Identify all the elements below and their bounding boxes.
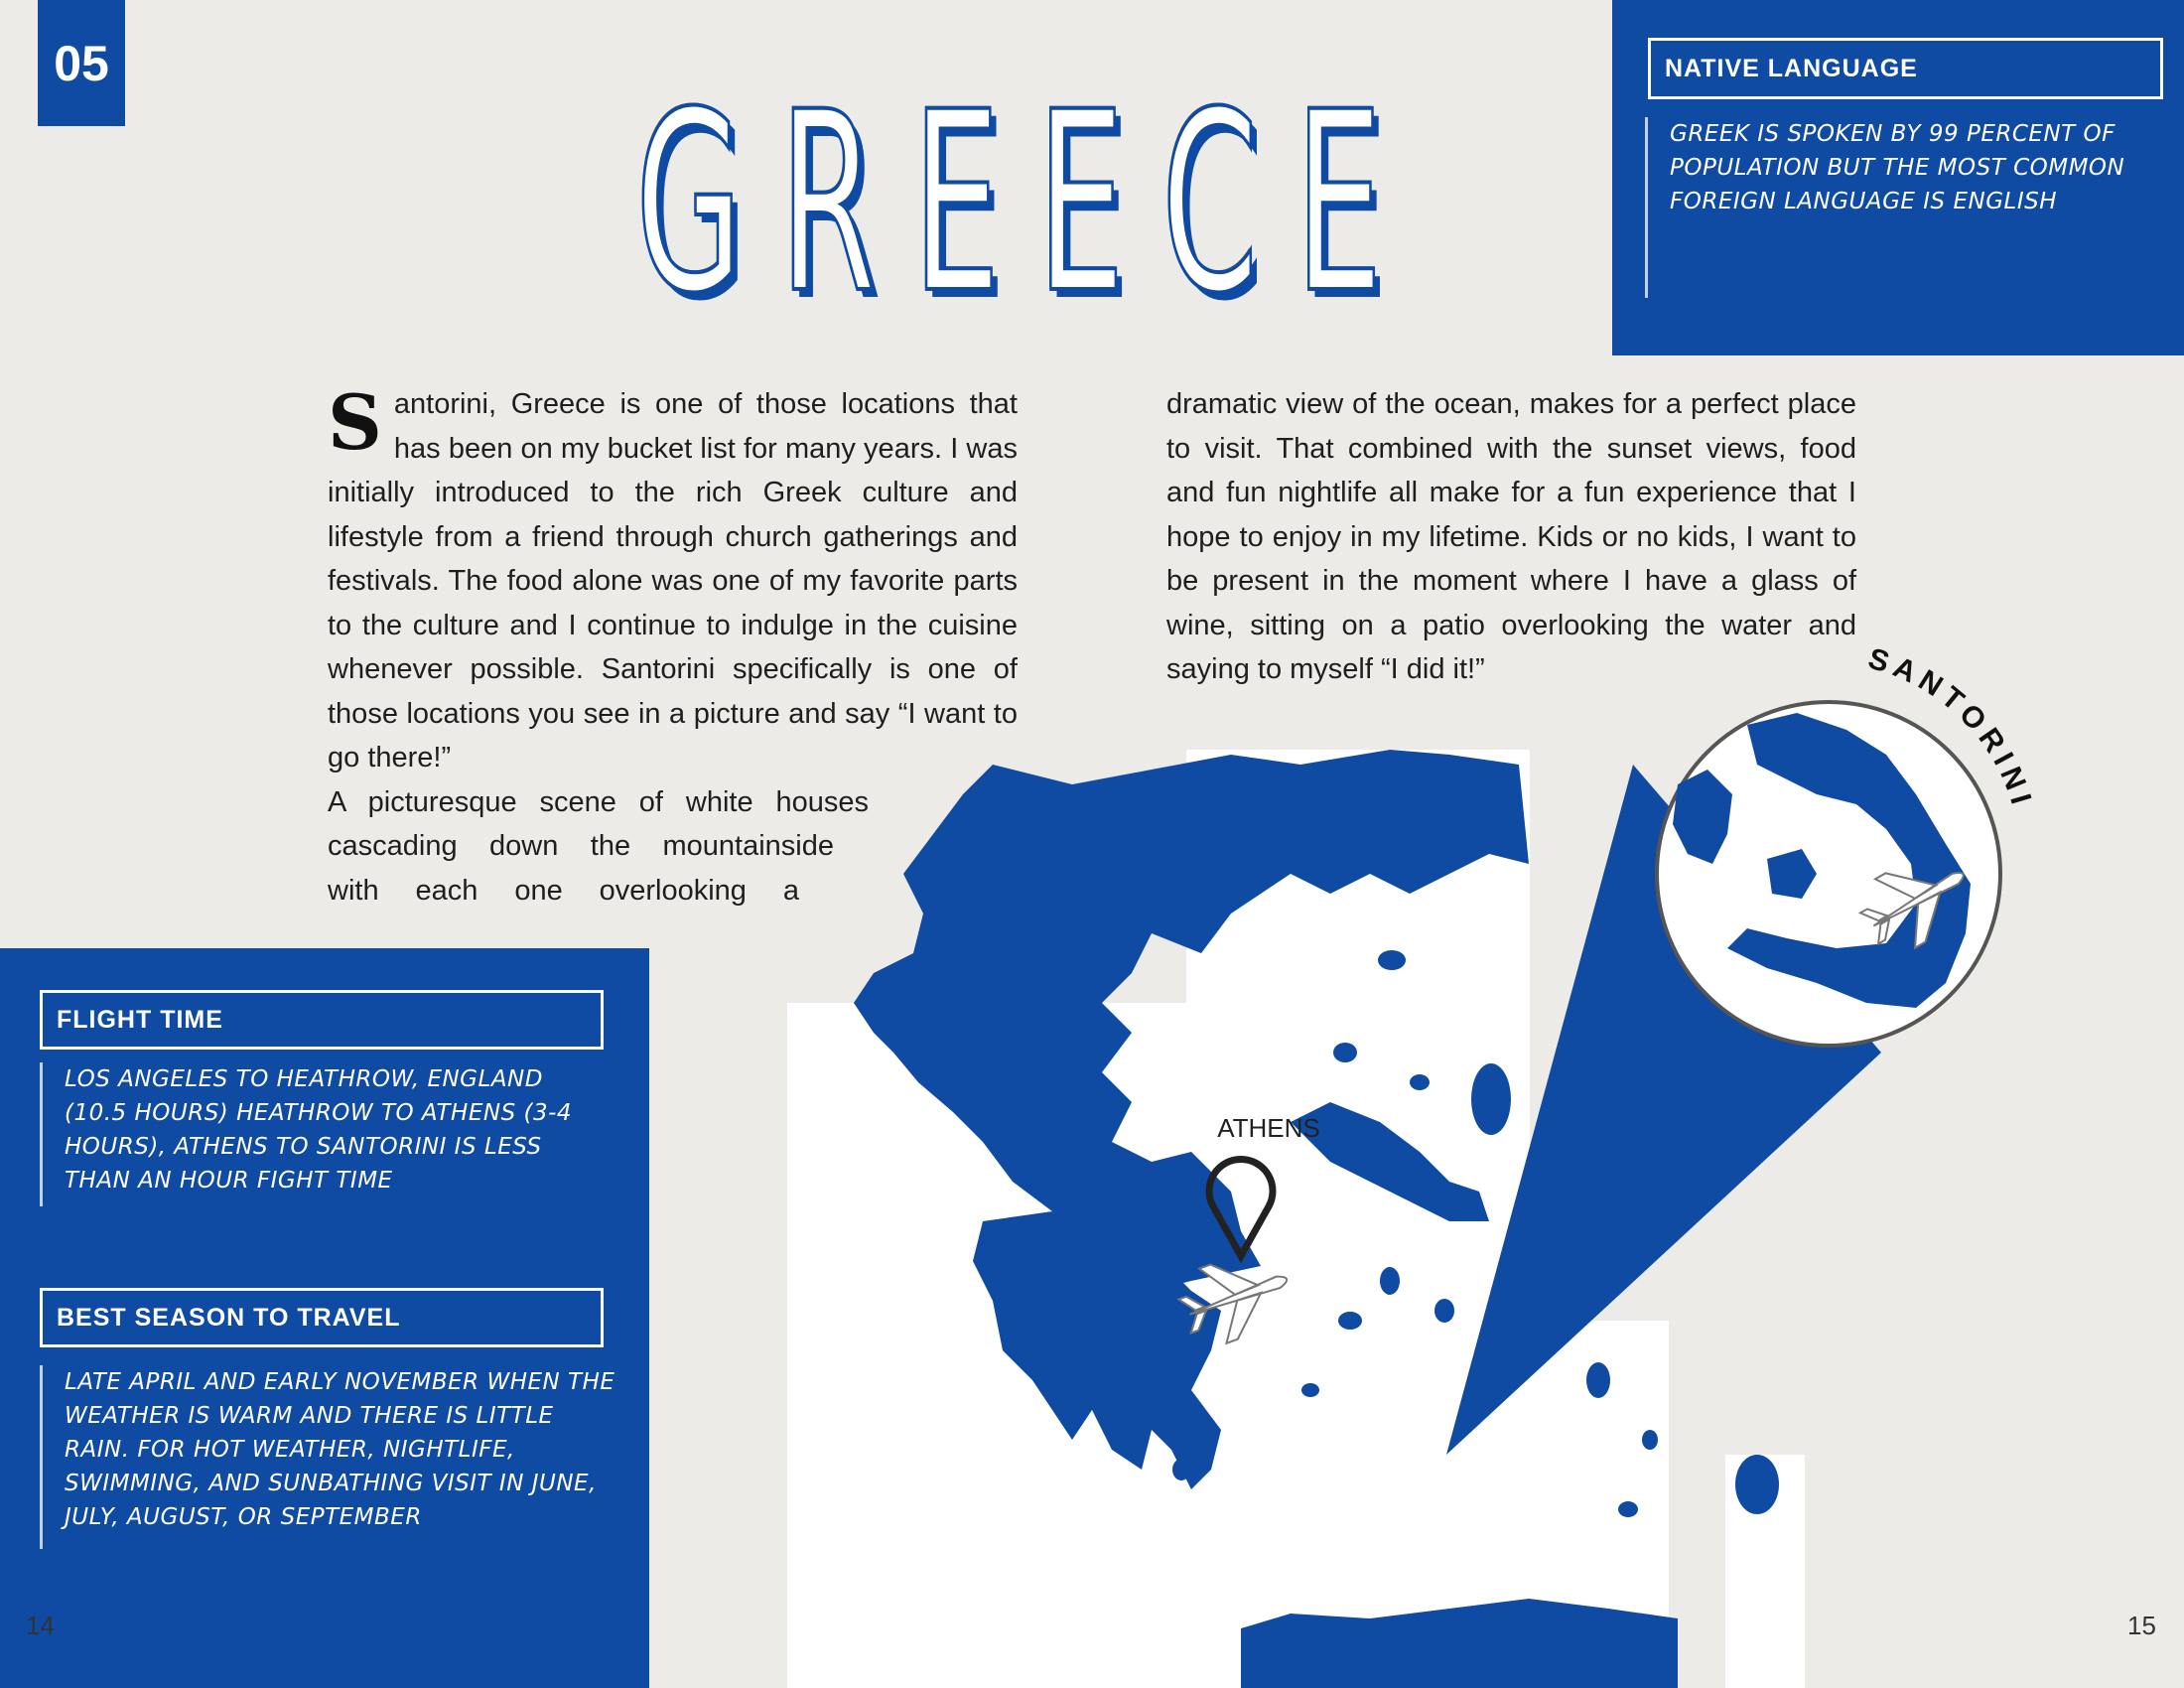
island [1471, 1063, 1511, 1135]
chapter-number-badge [38, 0, 125, 126]
article-tail-line: A picturesque scene of white houses [328, 785, 869, 818]
chapter-number: 05 [54, 35, 109, 91]
santorini-label: SANTORINI [1864, 641, 2039, 814]
island [1301, 1383, 1319, 1397]
travel-info-panel [0, 948, 649, 1688]
island [1618, 1501, 1638, 1517]
article-text-2: dramatic view of the ocean, makes for a perfect place to visit. That combined with the sunset views, food and fun nightlife all make for a fun experience that I hope to enjoy in my lifetime. Kids or no kids, I want to be present in the moment where I have a glass of wine, sitting on a patio overlooking the water and saying to myself “I did it!” [1166, 388, 1856, 685]
island [1586, 1362, 1610, 1398]
island [1172, 1459, 1190, 1480]
island [1333, 1043, 1357, 1062]
island [1410, 1074, 1430, 1090]
flight-time-body: LOS ANGELES TO HEATHROW, ENGLAND (10.5 HOURS) HEATHROW TO ATHENS (3-4 HOURS), ATHENS TO SANTORINI IS LESS THAN AN HOUR FIGHT TIME [40, 1062, 611, 1206]
island [1338, 1312, 1362, 1330]
article-column-2 [1166, 382, 1856, 692]
article-tail-line: with each one overlooking a [328, 874, 799, 907]
drop-cap: S [328, 378, 382, 467]
best-season-heading: BEST SEASON TO TRAVEL [40, 1288, 604, 1347]
island [1103, 1271, 1121, 1291]
island [1378, 950, 1406, 970]
island [1434, 1299, 1454, 1323]
native-language-panel [1612, 0, 2184, 355]
island [1735, 1455, 1779, 1514]
article-text-1: antorini, Greece is one of those locations that has been on my bucket list for many years. I was initially introduced to the rich Greek culture and lifestyle from a friend through church gatherings and festivals. The food alone was one of my favorite parts to the culture and I continue to indulge in the cuisine whenever possible. Santorini specifically is one of those locations you see in a picture and say “I want to go there!” [328, 388, 1018, 774]
page-title: GREECE [635, 59, 1420, 348]
article-column-1 [328, 378, 1018, 913]
flight-time-heading: FLIGHT TIME [40, 990, 604, 1050]
page-number-left: 14 [26, 1611, 55, 1640]
island [1642, 1430, 1658, 1450]
island [914, 1050, 942, 1065]
athens-label: ATHENS [1217, 1113, 1320, 1143]
best-season-body: LATE APRIL AND EARLY NOVEMBER WHEN THE WEATHER IS WARM AND THERE IS LITTLE RAIN. FOR HOT WEATHER, NIGHTLIFE, SWIMMING, AND SUNBATHING VISIT IN JUNE, JULY, AUGUST, OR SEPTEMBER [40, 1365, 620, 1549]
page-number-right: 15 [2127, 1611, 2156, 1640]
native-language-heading: NATIVE LANGUAGE [1648, 38, 2163, 99]
article-tail-line: cascading down the mountainside [328, 830, 834, 862]
island [1380, 1267, 1400, 1295]
native-language-body: GREEK IS SPOKEN BY 99 PERCENT OF POPULATION BUT THE MOST COMMON FOREIGN LANGUAGE IS ENGLISH [1645, 117, 2151, 298]
